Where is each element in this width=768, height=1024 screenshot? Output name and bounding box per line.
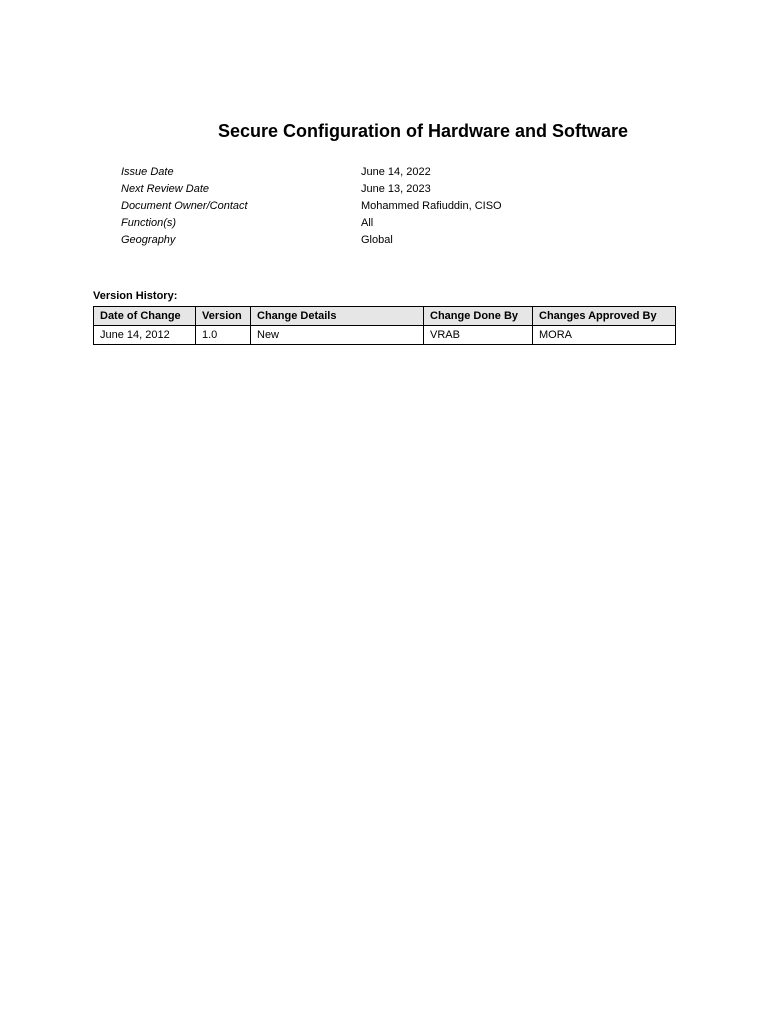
column-header-change-done-by: Change Done By [424, 307, 533, 326]
metadata-value: All [361, 216, 374, 229]
metadata-row-issue-date [121, 164, 502, 181]
document-title: Secure Configuration of Hardware and Software [217, 121, 629, 141]
metadata-value: Global [361, 233, 393, 246]
cell-change-details: New [251, 326, 424, 345]
metadata-label: Issue Date [121, 166, 174, 179]
metadata-label: Next Review Date [121, 183, 210, 196]
column-header-change-details: Change Details [251, 307, 424, 326]
metadata-value: Mohammed Rafiuddin, CISO [361, 199, 502, 212]
document-metadata [121, 164, 502, 248]
cell-version: 1.0 [196, 326, 251, 345]
table-row [94, 326, 676, 345]
metadata-row-functions [121, 214, 502, 231]
metadata-row-next-review-date [121, 181, 502, 198]
column-header-date-of-change: Date of Change [94, 307, 196, 326]
cell-date-of-change: June 14, 2012 [94, 326, 196, 345]
metadata-label: Geography [121, 233, 176, 246]
metadata-value: June 14, 2022 [361, 166, 431, 179]
version-history-table [93, 306, 676, 345]
column-header-changes-approved-by: Changes Approved By [533, 307, 676, 326]
table-header-row [94, 307, 676, 326]
column-header-version: Version [196, 307, 251, 326]
cell-change-done-by: VRAB [424, 326, 533, 345]
metadata-label: Document Owner/Contact [121, 199, 248, 212]
metadata-row-document-owner [121, 198, 502, 215]
version-history-label: Version History: [93, 290, 178, 302]
cell-changes-approved-by: MORA [533, 326, 676, 345]
metadata-value: June 13, 2023 [361, 183, 431, 196]
metadata-row-geography [121, 231, 502, 248]
metadata-label: Function(s) [121, 216, 177, 229]
